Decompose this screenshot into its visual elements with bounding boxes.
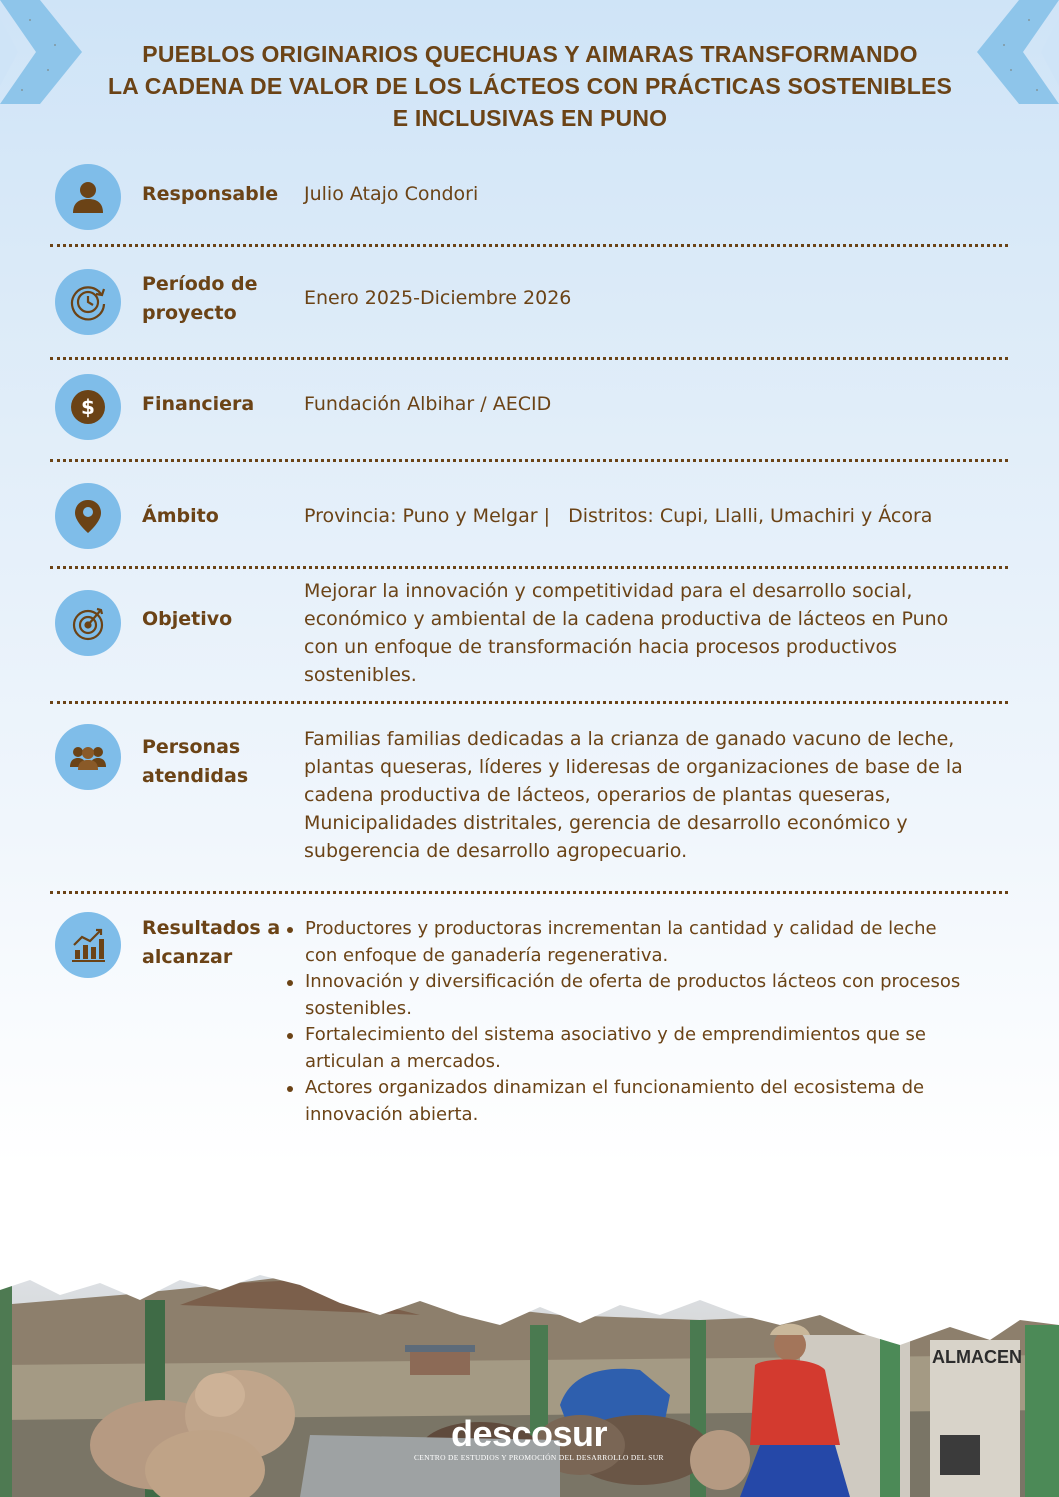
- label-personas: [142, 733, 282, 791]
- label-objetivo: Objetivo: [142, 608, 233, 630]
- list-item: [305, 969, 985, 1022]
- divider: [50, 459, 1008, 462]
- page-title: [60, 38, 1000, 134]
- personas-line: cadena productiva de lácteos, operarios de plantas queseras,: [304, 784, 891, 806]
- result-line: innovación abierta.: [305, 1103, 479, 1125]
- result-line: articulan a mercados.: [305, 1050, 501, 1072]
- objetivo-line: sostenibles.: [304, 664, 417, 686]
- list-item: [305, 916, 985, 969]
- objetivo-line: Mejorar la innovación y competitividad para el desarrollo social,: [304, 580, 913, 602]
- divider: [50, 244, 1008, 247]
- value-periodo: Enero 2025-Diciembre 2026: [304, 287, 572, 309]
- label-periodo: [142, 270, 282, 328]
- result-line: Innovación y diversificación de oferta de productos lácteos con procesos: [305, 971, 961, 992]
- list-item: [305, 1075, 985, 1128]
- logo-tagline: CENTRO DE ESTUDIOS Y PROMOCIÓN DEL DESARROLLO DEL SUR: [414, 1453, 664, 1462]
- objetivo-line: económico y ambiental de la cadena productiva de lácteos en Puno: [304, 608, 949, 630]
- label-periodo-line-2: proyecto: [142, 302, 237, 324]
- result-line: con enfoque de ganadería regenerativa.: [305, 944, 669, 966]
- result-line: sostenibles.: [305, 997, 412, 1019]
- label-personas-line-2: atendidas: [142, 765, 249, 787]
- divider: [50, 701, 1008, 704]
- result-line: Actores organizados dinamizan el funcionamiento del ecosistema de: [305, 1077, 925, 1098]
- value-resultados: [305, 916, 985, 1128]
- label-personas-line-1: Personas: [142, 736, 241, 758]
- value-responsable: Julio Atajo Condori: [304, 183, 479, 205]
- divider: [50, 357, 1008, 360]
- label-financiera: Financiera: [142, 393, 255, 415]
- list-item: [305, 1022, 985, 1075]
- value-financiera: Fundación Albihar / AECID: [304, 393, 552, 415]
- svg-text:$: $: [81, 395, 95, 419]
- person-icon: [55, 164, 121, 230]
- title-line-1: PUEBLOS ORIGINARIOS QUECHUAS Y AIMARAS TRANSFORMANDO: [142, 41, 918, 67]
- label-resultados-line-1: Resultados a: [142, 917, 281, 939]
- label-resultados: [142, 914, 282, 972]
- descosur-logo: [414, 1413, 664, 1462]
- value-objetivo: [304, 577, 984, 689]
- value-personas: [304, 725, 984, 865]
- label-responsable: Responsable: [142, 183, 279, 205]
- personas-line: Familias familias dedicadas a la crianza de ganado vacuno de leche,: [304, 728, 955, 750]
- divider: [50, 566, 1008, 569]
- objetivo-line: con un enfoque de transformación hacia procesos productivos: [304, 636, 898, 658]
- label-resultados-line-2: alcanzar: [142, 946, 233, 968]
- clock-cycle-icon: [55, 269, 121, 335]
- photo-sign-text: ALMACEN: [932, 1347, 1022, 1367]
- growth-chart-icon: [55, 912, 121, 978]
- group-icon: [55, 724, 121, 790]
- label-periodo-line-1: Período de: [142, 273, 258, 295]
- personas-line: Municipalidades distritales, gerencia de desarrollo económico y: [304, 812, 908, 834]
- target-icon: [55, 590, 121, 656]
- title-line-3: E INCLUSIVAS EN PUNO: [392, 105, 668, 131]
- dollar-icon: [55, 374, 121, 440]
- result-line: Fortalecimiento del sistema asociativo y de emprendimientos que se: [305, 1024, 926, 1045]
- logo-word: descosur: [450, 1413, 608, 1454]
- value-ambito: Provincia: Puno y Melgar | Distritos: Cupi, Llalli, Umachiri y Ácora: [304, 505, 933, 527]
- location-pin-icon: [55, 483, 121, 549]
- personas-line: subgerencia de desarrollo agropecuario.: [304, 840, 688, 862]
- result-line: Productores y productoras incrementan la cantidad y calidad de leche: [305, 918, 937, 939]
- divider: [50, 891, 1008, 894]
- results-list: [305, 916, 985, 1128]
- personas-line: plantas queseras, líderes y lideresas de organizaciones de base de la: [304, 756, 963, 778]
- title-line-2: LA CADENA DE VALOR DE LOS LÁCTEOS CON PRÁCTICAS SOSTENIBLES: [107, 73, 953, 99]
- label-ambito: Ámbito: [142, 505, 219, 527]
